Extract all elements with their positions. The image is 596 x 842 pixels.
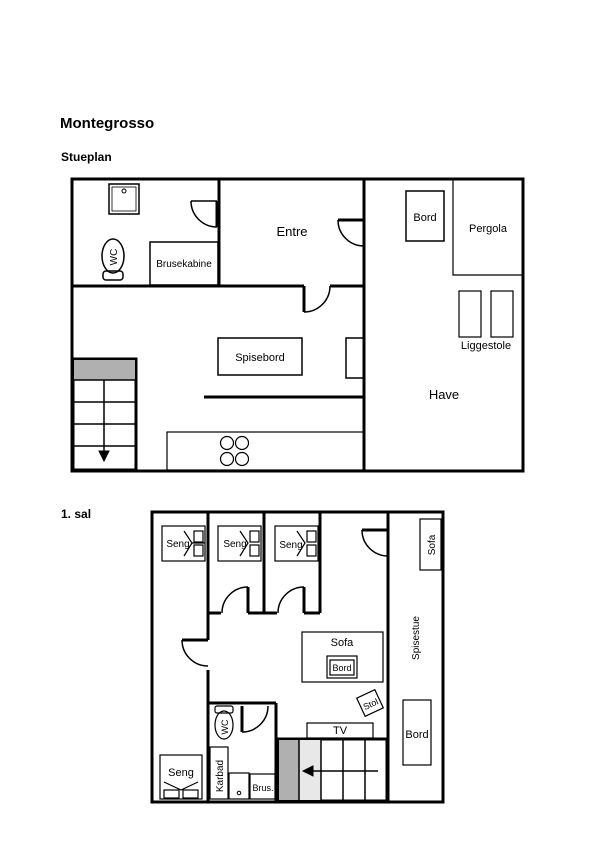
first-floor-plan xyxy=(152,512,443,802)
label-spisebord: Spisebord xyxy=(235,352,285,364)
label-seng-3: Seng xyxy=(279,540,303,551)
label-seng-1: Seng xyxy=(166,539,190,550)
label-seng-4: Seng xyxy=(168,767,194,779)
label-sofa: Sofa xyxy=(330,637,354,649)
label-ground-bord: Bord xyxy=(413,212,437,224)
label-tv: TV xyxy=(332,725,348,737)
ground-outer-wall xyxy=(72,179,523,471)
label-first-bord: Bord xyxy=(405,729,429,741)
label-brusekabine: Brusekabine xyxy=(156,259,212,270)
ground-floor-title: Stueplan xyxy=(61,150,112,164)
label-dining-sofa: Sofa xyxy=(427,534,438,556)
label-ground-wc: WC xyxy=(109,248,120,266)
label-liggestole: Liggestole xyxy=(460,340,512,352)
label-first-wc: WC xyxy=(220,719,230,735)
ground-floor-plan xyxy=(72,179,523,471)
first-floor-title: 1. sal xyxy=(61,507,92,521)
basin-drain xyxy=(237,791,241,795)
bedroom-door-2 xyxy=(278,587,304,613)
label-brus: Brus. xyxy=(252,783,274,793)
label-stol: Stol xyxy=(361,696,380,713)
label-seng-2: Seng xyxy=(223,539,247,550)
lounger-2 xyxy=(491,291,513,337)
kitchen-counter xyxy=(167,432,364,470)
ground-staircase xyxy=(73,359,136,470)
upper-right-door xyxy=(362,530,388,556)
label-pergola: Pergola xyxy=(469,223,507,235)
label-first-bord-small: Bord xyxy=(332,663,352,673)
label-have: Have xyxy=(428,387,460,402)
first-staircase xyxy=(278,739,387,801)
entre-door xyxy=(338,220,364,246)
lounger-1 xyxy=(459,291,481,337)
bathroom-door xyxy=(191,201,217,227)
label-entre: Entre xyxy=(276,224,308,239)
shower-tray xyxy=(109,184,139,214)
first-bath-door xyxy=(242,706,268,732)
label-karbad: Karbad xyxy=(215,759,226,793)
label-spisestue: Spisestue xyxy=(411,616,422,660)
ground-floor-labels xyxy=(109,212,511,402)
stove-icon xyxy=(221,437,249,466)
document-title: Montegrosso xyxy=(60,115,155,132)
bedroom-door-left xyxy=(182,640,208,666)
side-cabinet xyxy=(346,338,364,378)
bedroom-door-1 xyxy=(222,587,248,613)
hall-door xyxy=(304,286,330,312)
